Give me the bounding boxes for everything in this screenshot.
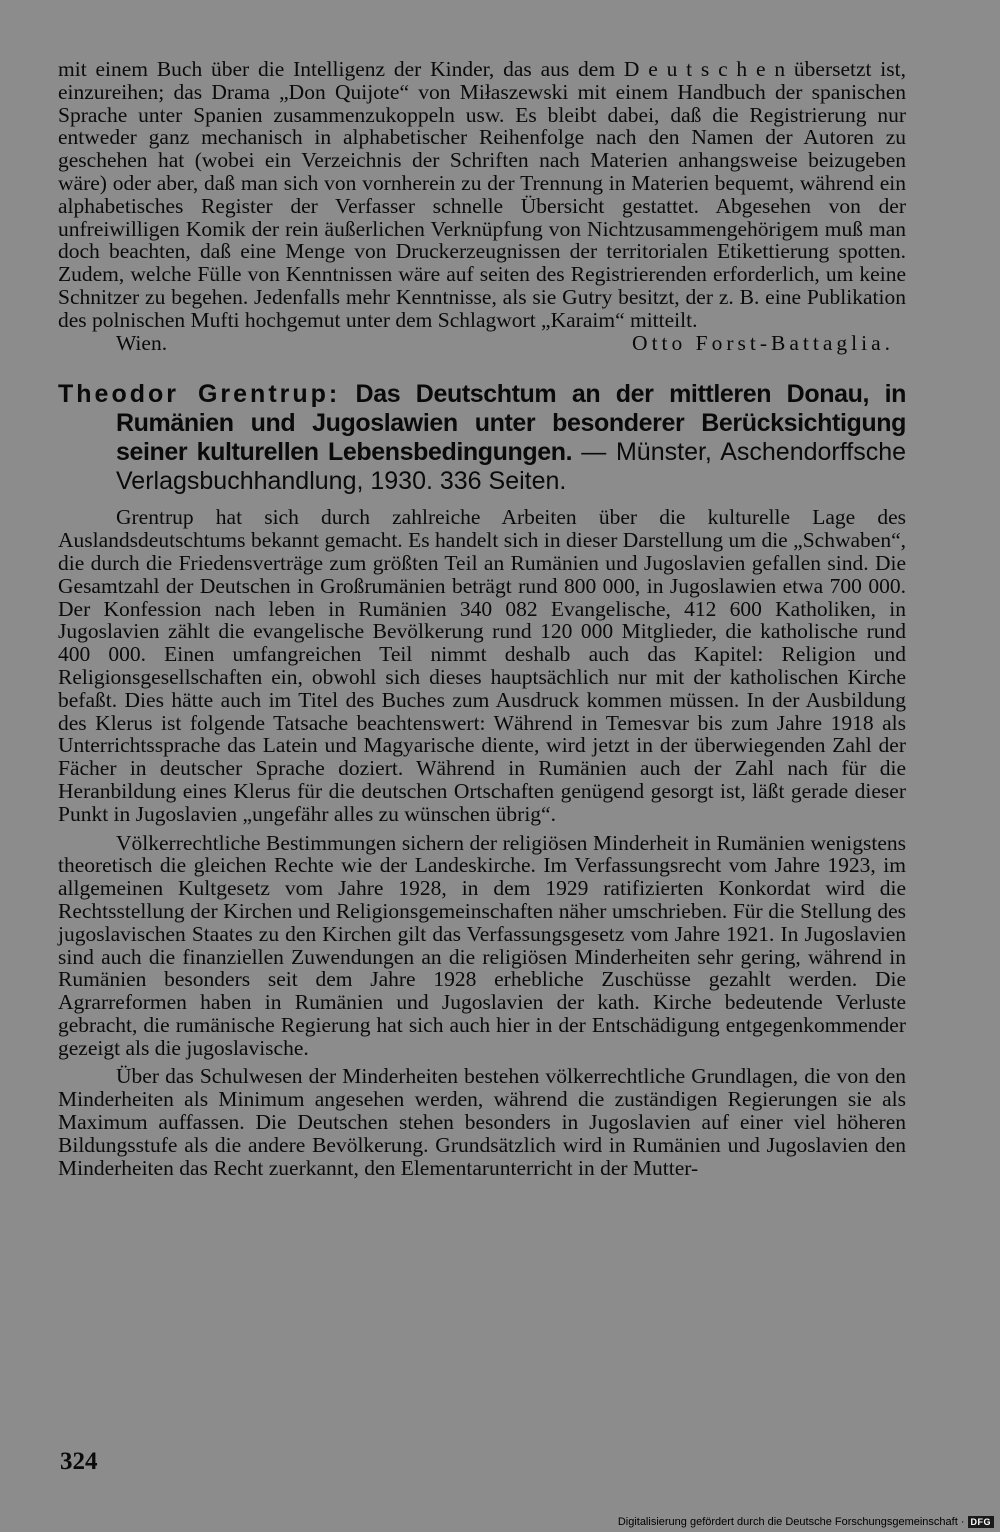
book-author: Theodor Grentrup:	[58, 380, 341, 409]
footer-credit	[618, 1516, 994, 1528]
page-body	[58, 58, 906, 1179]
page-number: 324	[60, 1448, 98, 1475]
previous-review-text: mit einem Buch über die Intelligenz der Kinder, das aus dem D e u t s c h e n übersetzt ist, einzureihen; das Drama „Don Quijote“ von Miłaszewski mit einem Handbuch der spanischen Sprache unter Spanien zusammenzukoppeln usw. Es bleibt dabei, daß die Registrierung nur entweder ganz mechanisch in alphabetischer Reihenfolge nach den Namen der Autoren zu geschehen hat (wobei ein Verzeichnis der Schriften nach Materien anhangsweise beizugeben wäre) oder aber, daß man sich von vornherein zu der Trennung in Materien bequemt, während ein alphabetisches Register der Verfasser schnelle Übersicht gestattet. Abgesehen von der unfreiwilligen Komik der rein äußerlichen Verknüpfung von Nichtzusammengehörigem muß man doch beachten, daß eine Menge von Druckerzeugnissen der territorialen Etikettierung spotten. Zudem, welche Fülle von Kenntnissen wäre auf seiten des Registrierenden erforderlich, um keine Schnitzer zu begehen. Jedenfalls mehr Kenntnisse, als sie Gutry besitzt, der z. B. eine Publikation des polnischen Mufti hochgemut unter dem Schlagwort „Karaim“ mitteilt.	[58, 57, 906, 332]
place-label: Wien.	[116, 330, 168, 355]
reviewer-signature: Otto Forst-Battaglia.	[632, 330, 894, 355]
dfg-logo: DFG	[968, 1516, 995, 1528]
review-paragraph-3: Über das Schulwesen der Minderheiten bestehen völkerrechtliche Grundlagen, die von den Minderheiten als Minimum angesehen werden, während die zuständigen Regierungen sie als Maximum auffassen. Die Deutschen stehen besonders in Jugoslavien auf einer viel höheren Bildungsstufe als die andere Bevölkerung. Grundsätzlich wird in Rumänien und Jugoslavien den Minderheiten das Recht zuerkannt, den Elementarunterricht in der Mutter-	[58, 1064, 906, 1180]
publication-info: — Münster, Aschendorffsche Verlagsbuchhandlung, 1930. 336 Seiten.	[116, 438, 906, 496]
book-title: Das Deutschtum an der mittleren Donau, in Rumänien und Jugoslawien unter besonderer Berücksichtigung seiner kulturellen Lebensbedingungen.	[116, 380, 906, 467]
footer-text: Digitalisierung gefördert durch die Deutsche Forschungsgemeinschaft ·	[617, 1516, 965, 1528]
review-paragraph-2: Völkerrechtliche Bestimmungen sichern der religiösen Minderheit in Rumänien wenigstens theoretisch die gleichen Rechte wie der Landeskirche. Im Verfassungsrecht vom Jahre 1923, im allgemeinen Kultgesetz vom Jahre 1928, in dem 1929 ratifizierten Konkordat wird die Rechtsstellung der Kirchen und Religionsgemeinschaften näher umschrieben. Für die Stellung des jugoslavischen Staates zu den Kirchen gilt das Verfassungsgesetz vom Jahre 1921. In Jugoslavien sind auch die finanziellen Zuwendungen an die religiösen Minderheiten sehr gering, während in Rumänien besonders seit dem Jahre 1928 erhebliche Zuschüsse gezahlt werden. Die Agrarreformen haben in Rumänien und Jugoslavien der kath. Kirche bedeutende Verluste gebracht, die rumänische Regierung hat sich auch hier in der Entschädigung entgegenkommender gezeigt als die jugoslavische.	[58, 830, 906, 1060]
review-paragraph-1: Grentrup hat sich durch zahlreiche Arbeiten über die kulturelle Lage des Auslandsdeutschtums bekannt gemacht. Es handelt sich in dieser Darstellung um die „Schwaben“, die durch die Friedensverträge zum größten Teil an Rumänien und Jugoslavien gefallen sind. Die Gesamtzahl der Deutschen in Großrumänien beträgt rund 800 000, in Jugoslawien etwa 700 000. Der Konfession nach leben in Rumänien 340 082 Evangelische, 412 600 Katholiken, in Jugoslavien zählt die evangelische Bevölkerung rund 120 000 Mitglieder, die katholische rund 400 000. Einen umfangreichen Teil nimmt deshalb auch das Kapitel: Religion und Religionsgesellschaften ein, obwohl sich dieses hauptsächlich nur mit der katholischen Kirche befaßt. Dies hätte auch im Titel des Buches zum Ausdruck kommen müssen. In der Ausbildung des Klerus ist folgende Tatsache beachtenswert: Während in Temesvar bis zum Jahre 1918 als Unterrichtssprache das Latein und Magyarische diente, wird jetzt in der überwiegenden Zahl der Fächer in deutscher Sprache doziert. Während in Rumänien auch der Zahl nach für die Heranbildung eines Klerus für die deutschen Ortschaften genügend gesorgt ist, läßt gerade dieser Punkt in Jugoslavien „ungefähr alles zu wünschen übrig“.	[58, 505, 906, 826]
review-body	[58, 506, 906, 1179]
review-signature-line	[58, 332, 906, 355]
review-heading	[58, 380, 906, 496]
